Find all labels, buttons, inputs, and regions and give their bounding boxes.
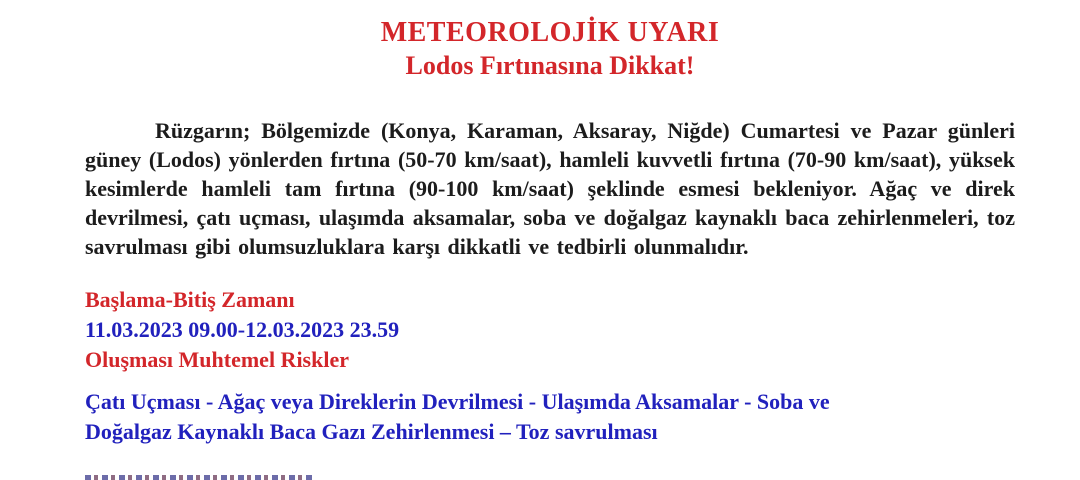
page-title: METEOROLOJİK UYARI <box>380 17 720 48</box>
cutoff-next-line-fragment <box>85 475 313 480</box>
risks-list <box>85 387 1015 447</box>
timing-value: 11.03.2023 09.00-12.03.2023 23.59 <box>85 317 400 342</box>
page-subtitle: Lodos Fırtınasına Dikkat! <box>405 51 695 80</box>
timing-label: Başlama-Bitiş Zamanı <box>85 287 295 312</box>
risk-line-2: Doğalgaz Kaynaklı Baca Gazı Zehirlenmesi – Toz savrulması <box>85 419 658 444</box>
risk-line-1: Çatı Uçması - Ağaç veya Direklerin Devrilmesi - Ulaşımda Aksamalar - Soba ve <box>85 389 830 414</box>
risks-label: Oluşması Muhtemel Riskler <box>85 347 349 372</box>
warning-body-paragraph: Rüzgarın; Bölgemizde (Konya, Karaman, Aksaray, Niğde) Cumartesi ve Pazar günleri güney (Lodos) yönlerden fırtına (50-70 km/saat), hamleli kuvvetli fırtına (70-90 km/saat), yüksek kesimlerde hamleli tam fırtına (90-100 km/saat) şeklinde esmesi bekleniyor. Ağaç ve direk devrilmesi, çatı uçması, ulaşımda aksamalar, soba ve doğalgaz kaynaklı baca zehirlenmeleri, toz savrulması gibi olumsuzluklara karşı dikkatli ve tedbirli olunmalıdır. <box>85 118 1015 259</box>
timing-and-risks-meta <box>85 285 1015 375</box>
document-header <box>85 16 1015 82</box>
